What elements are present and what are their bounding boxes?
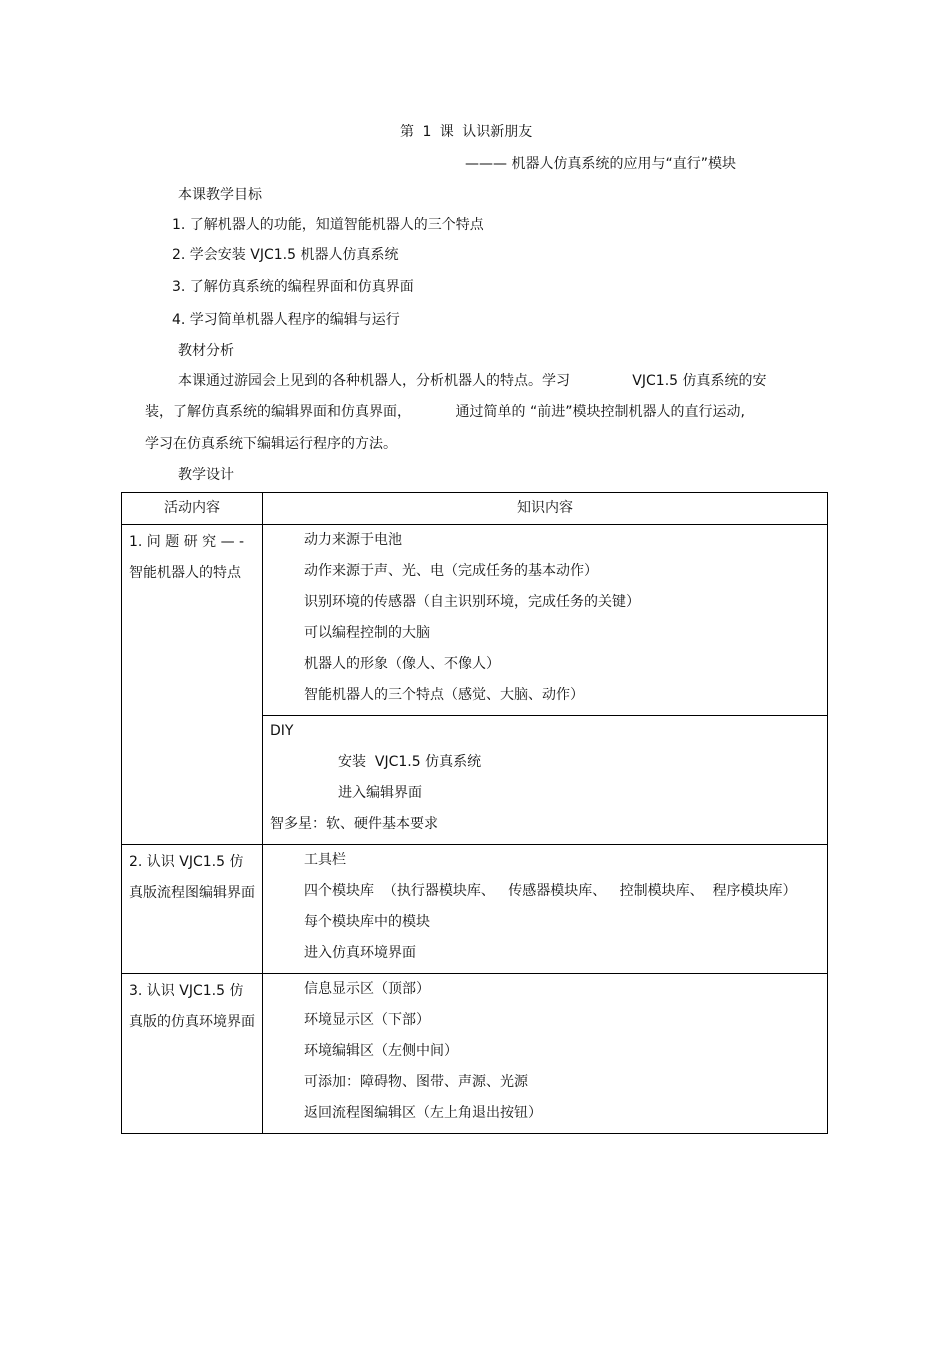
goal-item: 2. 学会安装 VJC1.5 机器人仿真系统 bbox=[172, 247, 399, 263]
activity-cell: 3. 认识 VJC1.5 仿真版的仿真环境界面 bbox=[122, 974, 263, 1134]
diy-cell bbox=[263, 716, 828, 845]
goal-item: 1. 了解机器人的功能，知道智能机器人的三个特点 bbox=[172, 217, 484, 233]
header-knowledge: 知识内容 bbox=[263, 493, 828, 525]
diy-item: 安装 VJC1.5 仿真系统 bbox=[338, 754, 482, 770]
knowledge-item: 机器人的形象（像人、不像人） bbox=[304, 656, 500, 672]
knowledge-item: 四个模块库 （执行器模块库、 传感器模块库、 控制模块库、 程序模块库） bbox=[304, 883, 797, 899]
table-row bbox=[122, 845, 828, 974]
teaching-design-table bbox=[121, 492, 828, 1134]
knowledge-cell bbox=[263, 525, 828, 716]
knowledge-item: 每个模块库中的模块 bbox=[304, 914, 430, 930]
diy-item: 进入编辑界面 bbox=[338, 785, 422, 801]
knowledge-cell bbox=[263, 974, 828, 1134]
knowledge-item: 动作来源于声、光、电（完成任务的基本动作） bbox=[304, 563, 598, 579]
tip-text: 智多星：软、硬件基本要求 bbox=[270, 816, 438, 832]
goal-item: 4. 学习简单机器人程序的编辑与运行 bbox=[172, 312, 400, 328]
knowledge-item: 可添加：障碍物、图带、声源、光源 bbox=[304, 1074, 528, 1090]
knowledge-item: 信息显示区（顶部） bbox=[304, 981, 430, 997]
lesson-title: 第 1 课 认识新朋友 bbox=[400, 124, 533, 140]
analysis-line: 学习在仿真系统下编辑运行程序的方法。 bbox=[145, 436, 397, 452]
knowledge-item: 可以编程控制的大脑 bbox=[304, 625, 430, 641]
knowledge-item: 识别环境的传感器（自主识别环境，完成任务的关键） bbox=[304, 594, 640, 610]
activity-cell: 1. 问 题 研 究 — - 智能机器人的特点 bbox=[122, 525, 263, 845]
knowledge-item: 环境编辑区（左侧中间） bbox=[304, 1043, 458, 1059]
knowledge-item: 动力来源于电池 bbox=[304, 532, 402, 548]
activity-cell: 2. 认识 VJC1.5 仿真版流程图编辑界面 bbox=[122, 845, 263, 974]
table-header-row bbox=[122, 493, 828, 525]
header-activity: 活动内容 bbox=[122, 493, 263, 525]
diy-label: DIY bbox=[270, 723, 294, 739]
knowledge-item: 环境显示区（下部） bbox=[304, 1012, 430, 1028]
knowledge-item: 返回流程图编辑区（左上角退出按钮） bbox=[304, 1105, 542, 1121]
knowledge-item: 工具栏 bbox=[304, 852, 346, 868]
knowledge-item: 进入仿真环境界面 bbox=[304, 945, 416, 961]
design-heading: 教学设计 bbox=[178, 467, 234, 483]
table-row bbox=[122, 525, 828, 716]
table-row bbox=[122, 974, 828, 1134]
analysis-line: 装，了解仿真系统的编辑界面和仿真界面， 通过简单的 “前进”模块控制机器人的直行运动, bbox=[145, 404, 745, 420]
lesson-subtitle: ——— 机器人仿真系统的应用与“直行”模块 bbox=[465, 156, 736, 172]
knowledge-cell bbox=[263, 845, 828, 974]
knowledge-item: 智能机器人的三个特点（感觉、大脑、动作） bbox=[304, 687, 584, 703]
goals-heading: 本课教学目标 bbox=[178, 187, 262, 203]
analysis-heading: 教材分析 bbox=[178, 343, 234, 359]
analysis-line: 本课通过游园会上见到的各种机器人，分析机器人的特点。学习 VJC1.5 仿真系统的安 bbox=[178, 373, 767, 389]
goal-item: 3. 了解仿真系统的编程界面和仿真界面 bbox=[172, 279, 414, 295]
